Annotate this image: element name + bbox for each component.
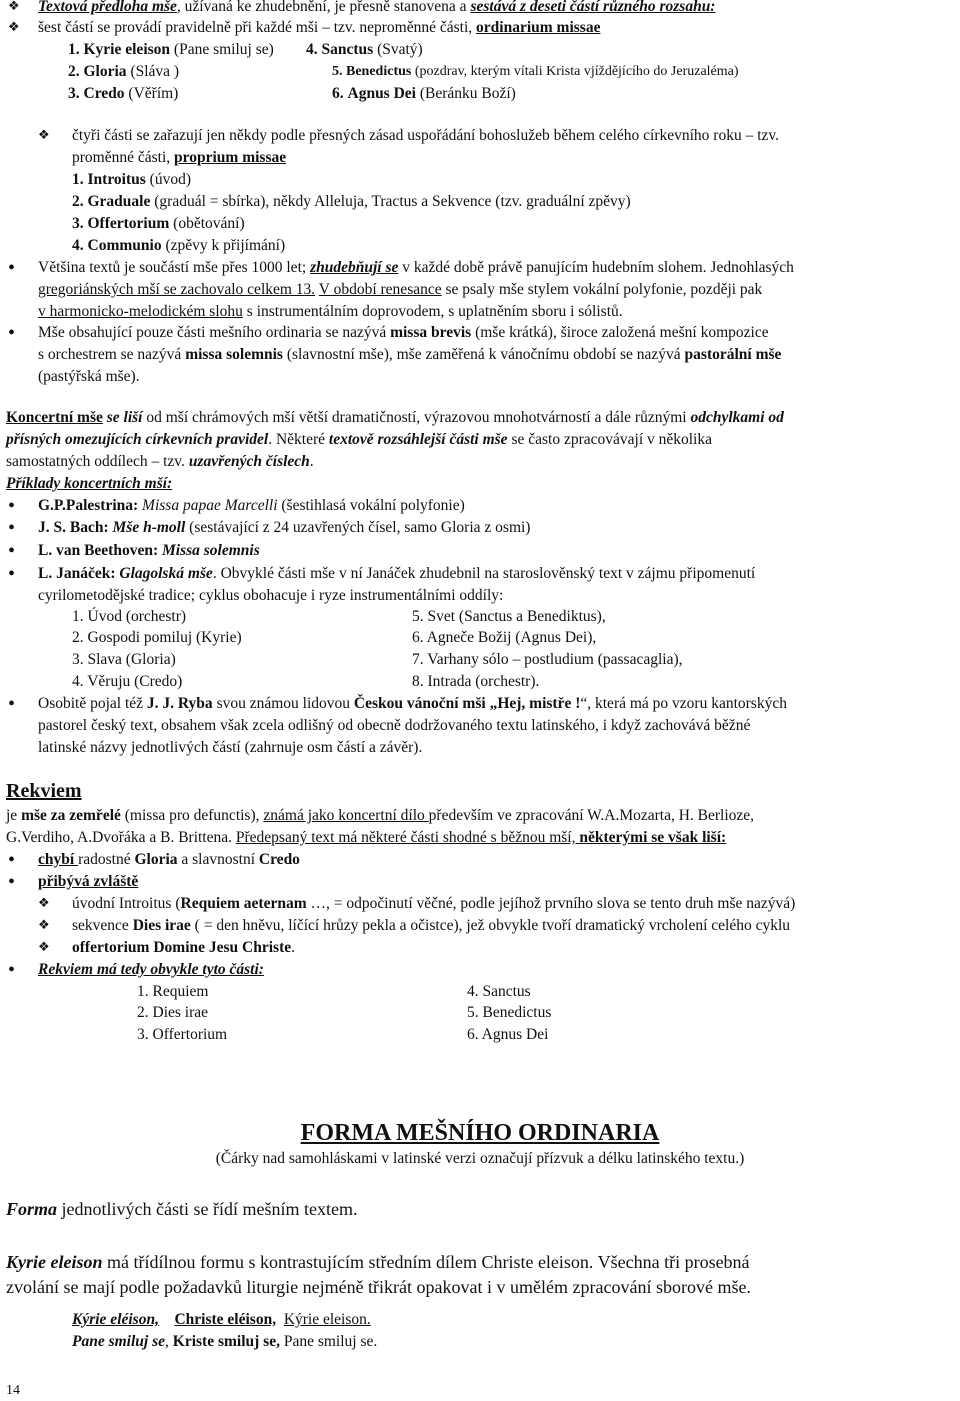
section-heading: Rekviem — [6, 780, 82, 802]
bullet-icon: • — [8, 871, 16, 893]
diamond-bullet-icon: ❖ — [38, 896, 50, 911]
subtitle: (Čárky nad samohláskami v latinské verzi označují přízvuk a délku latinského textu.) — [215, 1150, 745, 1167]
text-line: offertorium Domine Jesu Christe. — [72, 939, 295, 956]
text-line: latinské názvy jednotlivých částí (zahrnuje osm částí a závěr). — [38, 739, 423, 756]
janacek-part: 3. Slava (Gloria) — [72, 651, 176, 668]
text-line: zvolání se mají podle požadavků liturgie nejméně třikrát opakovat i v umělém zpracování sborové mše. — [6, 1277, 751, 1297]
proprium-line: proměnné části, proprium missae — [72, 149, 287, 166]
ordinarium-line: šest částí se provádí pravidelně při každé mši – tzv. neproměnné části, ordinarium missae — [38, 19, 601, 36]
text-line: s orchestrem se nazývá missa solemnis (slavnostní mše), mše zaměřená k vánočnímu období se nazývá pastorální mše — [38, 346, 782, 363]
diamond-bullet-icon: ❖ — [38, 940, 50, 955]
example-item: L. Janáček: Glagolská mše. Obvyklé části mše v ní Janáček zhudebnil na staroslověnský text v zájmu připomenutí — [38, 565, 756, 582]
example-item: J. S. Bach: Mše h-moll (sestávající z 24 uzavřených čísel, samo Gloria z osmi) — [38, 519, 531, 536]
page-number: 14 — [6, 1383, 20, 1398]
proprium-item: 1. Introitus (úvod) — [72, 171, 191, 188]
bullet-icon: • — [8, 517, 16, 539]
janacek-part: 8. Intrada (orchestr). — [412, 673, 540, 690]
text-line: chybí radostné Gloria a slavnostní Credo — [38, 851, 300, 868]
text-line: cyrilometodějské tradice; cyklus obohacuje i ryze instrumentálními oddíly: — [38, 587, 504, 604]
diamond-bullet-icon: ❖ — [8, 0, 20, 14]
text-line: přibývá zvláště — [38, 873, 139, 890]
proprium-line: čtyři části se zařazují jen někdy podle přesných zásad uspořádání bohoslužeb během celého církevního roku – tzv. — [72, 127, 780, 144]
text-line: Mše obsahující pouze části mešního ordinaria se nazývá missa brevis (mše krátká), široce založená mešní kompozice — [38, 324, 769, 341]
proprium-item: 3. Offertorium (obětování) — [72, 215, 245, 232]
bullet-icon: • — [8, 495, 16, 517]
text-line: pastorel český text, obsahem však zcela odlišný od obecně dodržovaného textu latinského, i když zachovává běžné — [38, 717, 751, 734]
section-heading: Příklady koncertních mší: — [6, 475, 173, 492]
ordinarium-item: 2. Gloria (Sláva ) — [68, 63, 180, 80]
requiem-part: 3. Offertorium — [137, 1026, 228, 1043]
bullet-icon: • — [8, 540, 16, 562]
kyrie-latin-line: Kýrie eléison, Christe eléison, Kýrie eleison. — [72, 1311, 371, 1328]
example-item: G.P.Palestrina: Missa papae Marcelli (šestihlasá vokální polyfonie) — [38, 497, 465, 514]
requiem-part: 4. Sanctus — [467, 983, 531, 1000]
text-line: v harmonicko-melodickém slohu s instrumentálním doprovodem, s uplatněním sboru i sólistů. — [38, 303, 623, 320]
text-line: (pastýřská mše). — [38, 368, 140, 385]
janacek-part: 2. Gospodi pomiluj (Kyrie) — [72, 629, 242, 646]
bullet-icon: • — [8, 693, 16, 715]
diamond-bullet-icon: ❖ — [38, 128, 50, 143]
text-line: je mše za zemřelé (missa pro defunctis), známá jako koncertní dílo především ve zpracování W.A.Mozarta, H. Berlioze, — [6, 807, 755, 824]
proprium-item: 4. Communio (zpěvy k přijímání) — [72, 237, 286, 254]
ordinarium-item: 4. Sanctus (Svatý) — [306, 41, 423, 58]
bullet-icon: • — [8, 959, 16, 981]
text-line: Koncertní mše se liší od mší chrámových mší větší dramatičností, výrazovou mnohotvárností a dále různými odchylkami od — [6, 409, 784, 426]
requiem-part: 1. Requiem — [137, 983, 209, 1000]
janacek-part: 7. Varhany sólo – postludium (passacaglia), — [412, 651, 683, 668]
text-line: samostatných oddílech – tzv. uzavřených číslech. — [6, 453, 314, 470]
page-title: FORMA MEŠNÍHO ORDINARIA — [300, 1120, 660, 1146]
text-line: gregoriánských mší se zachovalo celkem 13. V období renesance se psaly mše stylem vokální polyfonie, později pak — [38, 281, 763, 298]
example-item: L. van Beethoven: Missa solemnis — [38, 542, 260, 559]
bullet-icon: • — [8, 257, 16, 279]
bullet-icon: • — [8, 849, 16, 871]
ordinarium-item: 5. Benedictus (pozdrav, kterým vítali Krista vjíždějícího do Jeruzaléma) — [332, 64, 739, 79]
text-line: sekvence Dies irae ( = den hněvu, líčící hrůzy pekla a očistce), jež obvykle tvoří dramatický vrcholení celého cyklu — [72, 917, 791, 934]
diamond-bullet-icon: ❖ — [38, 918, 50, 933]
text-line: Kyrie eleison má třídílnou formu s kontrastujícím středním dílem Christe eleison. Všechna tři prosebná — [6, 1252, 750, 1272]
diamond-bullet-icon: ❖ — [8, 20, 20, 35]
requiem-part: 5. Benedictus — [467, 1004, 552, 1021]
requiem-part: 6. Agnus Dei — [467, 1026, 549, 1043]
ordinarium-item: 3. Credo (Věřím) — [68, 85, 179, 102]
janacek-part: 6. Agneče Božij (Agnus Dei), — [412, 629, 597, 646]
text-line: přísných omezujících církevních pravidel. Některé textově rozsáhlejší části mše se často zpracovávají v několika — [6, 431, 712, 448]
ordinarium-item: 1. Kyrie eleison (Pane smiluj se) — [68, 41, 274, 58]
janacek-part: 1. Úvod (orchestr) — [72, 608, 187, 625]
text-line: úvodní Introitus (Requiem aeternam …, = odpočinutí věčné, podle jejíhož prvního slova se tento druh mše nazývá) — [72, 895, 796, 912]
intro-line: Textová předloha mše, užívaná ke zhudebnění, je přesně stanovena a sestává z deseti částí různého rozsahu: — [38, 0, 716, 15]
ordinarium-item: 6. Agnus Dei (Beránku Boží) — [332, 85, 516, 102]
text-line: Většina textů je součástí mše přes 1000 let; zhudebňují se v každé době právě panujícím hudebním slohem. Jednohlasých — [38, 259, 794, 276]
bullet-icon: • — [8, 563, 16, 585]
text-line: G.Verdiho, A.Dvořáka a B. Brittena. Předepsaný text má některé části shodné s běžnou mší, některými se však liší: — [6, 829, 727, 846]
kyrie-czech-line: Pane smiluj se, Kriste smiluj se, Pane smiluj se. — [72, 1333, 378, 1350]
proprium-item: 2. Graduale (graduál = sbírka), někdy Alleluja, Tractus a Sekvence (tzv. graduální zpěvy) — [72, 193, 631, 210]
requiem-part: 2. Dies irae — [137, 1004, 209, 1021]
example-item: Osobitě pojal též J. J. Ryba svou známou lidovou Českou vánoční mši „Hej, mistře !“, která má po vzoru kantorských — [38, 695, 787, 712]
text-line: Forma jednotlivých části se řídí mešním textem. — [6, 1199, 358, 1219]
janacek-part: 5. Svet (Sanctus a Benediktus), — [412, 608, 606, 625]
janacek-part: 4. Věruju (Credo) — [72, 673, 183, 690]
bullet-icon: • — [8, 322, 16, 344]
text-line: Rekviem má tedy obvykle tyto části: — [38, 961, 264, 978]
